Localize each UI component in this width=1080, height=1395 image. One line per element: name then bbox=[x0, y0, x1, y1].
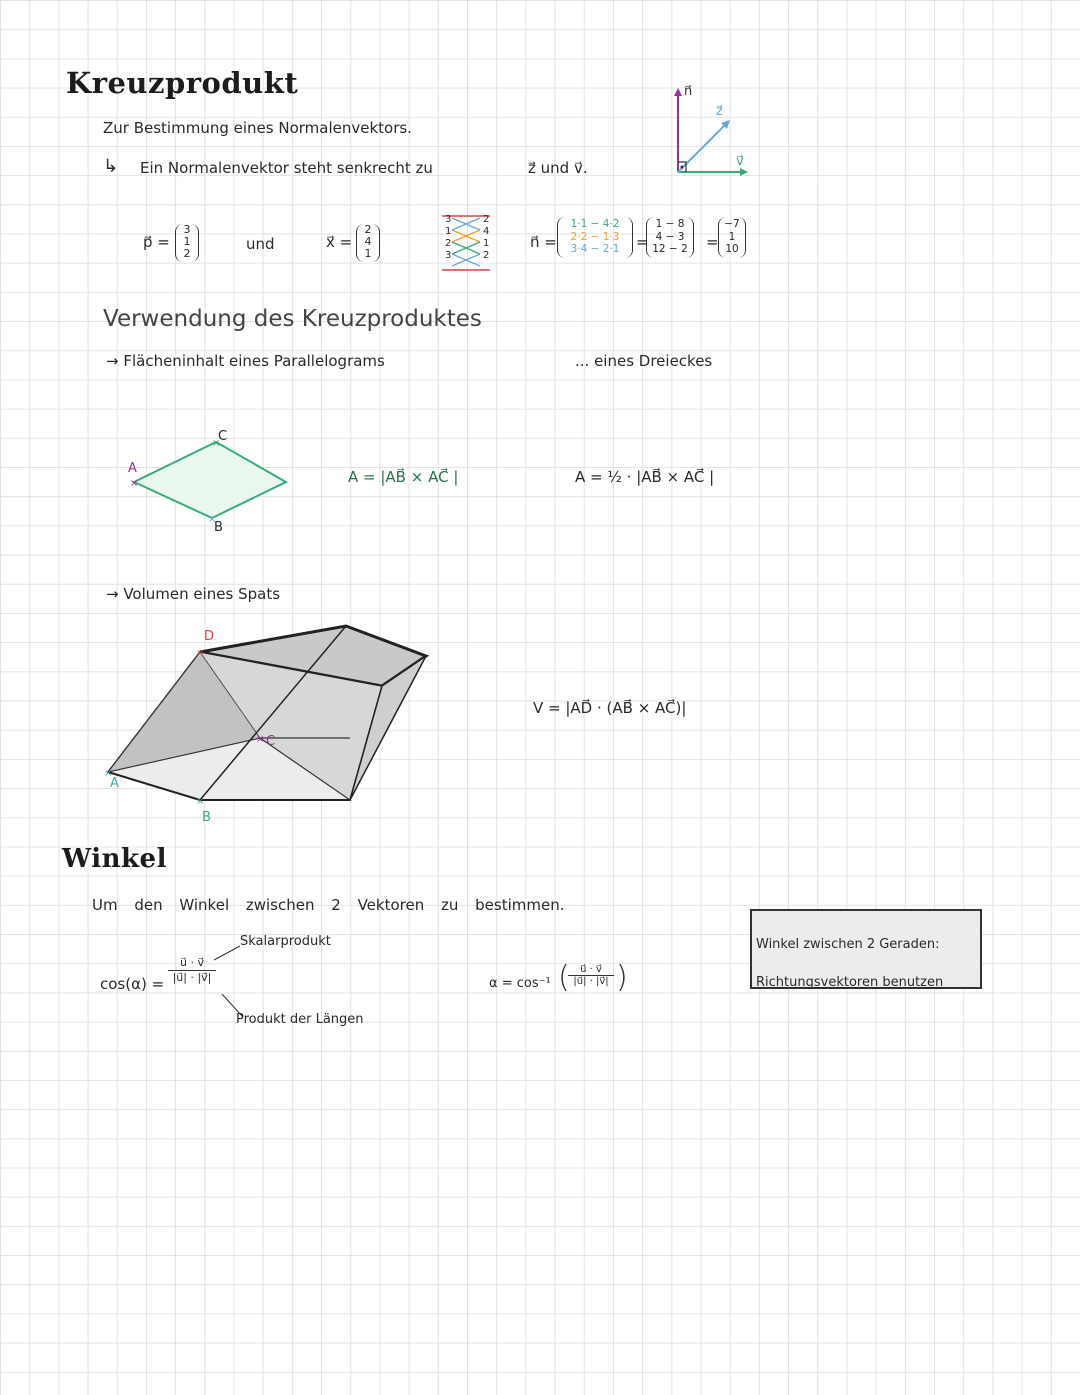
und-label: und bbox=[246, 235, 275, 253]
x-vector-y: 4 bbox=[364, 235, 372, 248]
paren-open: ( bbox=[558, 960, 570, 995]
n-vector-expanded bbox=[557, 217, 633, 258]
laengen-label: Produkt der Längen bbox=[236, 1012, 364, 1027]
p-vector-y: 1 bbox=[183, 235, 191, 248]
kreuzprodukt-line2: Ein Normalenvektor steht senkrecht zu bbox=[140, 159, 433, 177]
return-arrow-icon: ↳ bbox=[103, 156, 119, 177]
parallelogram-point-c: C bbox=[218, 429, 228, 444]
section-title-verwendung: Verwendung des Kreuzproduktes bbox=[103, 306, 482, 332]
n-result-3: 10 bbox=[725, 243, 739, 255]
spat-point-d: D bbox=[204, 629, 215, 644]
parallelogram-point-b: B bbox=[214, 520, 223, 535]
n-vector-simplified bbox=[646, 217, 694, 258]
p-vector-x: 3 bbox=[183, 223, 191, 236]
parallelogram-figure bbox=[120, 430, 300, 540]
cross-right-1: 2 bbox=[483, 214, 490, 225]
spat-point-b: B bbox=[202, 810, 211, 825]
alpha-numerator: u⃗ · v⃗ bbox=[568, 964, 614, 976]
svg-text:×: × bbox=[104, 768, 113, 779]
x-vector-label: x⃗ = bbox=[326, 233, 353, 251]
svg-text:×: × bbox=[130, 478, 139, 489]
cross-scheme-right bbox=[483, 214, 489, 262]
cross-right-3: 1 bbox=[483, 238, 490, 249]
cross-left-3: 2 bbox=[445, 238, 452, 249]
cross-scheme-left bbox=[445, 214, 451, 262]
alpha-formula-left: α = cos⁻¹ bbox=[489, 976, 551, 991]
sketch-label-z: z⃗ bbox=[716, 104, 723, 119]
section-title-kreuzprodukt: Kreuzprodukt bbox=[66, 66, 299, 100]
triangle-formula: A = ½ · |AB⃗ × AC⃗ | bbox=[575, 468, 715, 486]
kreuzprodukt-line1: Zur Bestimmung eines Normalenvektors. bbox=[103, 119, 412, 137]
triangle-label: ... eines Dreieckes bbox=[575, 352, 713, 370]
n-vector-result bbox=[718, 217, 746, 258]
note-box-line1: Winkel zwischen 2 Geraden: bbox=[756, 937, 940, 952]
alpha-fraction bbox=[568, 964, 614, 987]
sketch-label-v: v⃗ bbox=[736, 154, 744, 169]
paren-close: ) bbox=[616, 960, 628, 995]
equals-sign: = bbox=[636, 233, 649, 251]
n-result-2: 1 bbox=[728, 230, 736, 243]
kreuzprodukt-line2-vectors: z⃗ und v⃗. bbox=[528, 159, 588, 177]
p-vector-label: p⃗ = bbox=[143, 233, 170, 251]
cos-formula-left: cos(α) = bbox=[100, 975, 165, 993]
n-row-2: 2·2 − 1·3 bbox=[570, 230, 620, 243]
n-vector-label: n⃗ = bbox=[530, 233, 557, 251]
winkel-intro: Um den Winkel zwischen 2 Vektoren zu bestimmen. bbox=[92, 896, 565, 914]
cross-left-2: 1 bbox=[445, 226, 452, 237]
svg-text:×: × bbox=[196, 796, 205, 807]
n-mid-3: 12 − 2 bbox=[652, 243, 688, 255]
cross-right-4: 2 bbox=[483, 250, 490, 261]
parallelepiped-figure bbox=[100, 620, 440, 820]
cross-left-4: 3 bbox=[445, 250, 452, 261]
equals-sign: = bbox=[706, 233, 719, 251]
cross-left-1: 3 bbox=[445, 214, 452, 225]
svg-text:×: × bbox=[256, 734, 265, 745]
svg-text:×: × bbox=[208, 514, 217, 525]
svg-text:×: × bbox=[212, 438, 221, 449]
spat-point-a: A bbox=[110, 776, 119, 791]
note-box-line2: Richtungsvektoren benutzen bbox=[756, 975, 944, 990]
alpha-denominator: |u⃗| · |v⃗| bbox=[573, 976, 609, 987]
parallelogram-point-a: A bbox=[128, 461, 137, 476]
spat-point-c: C bbox=[266, 734, 276, 749]
p-vector bbox=[175, 224, 199, 262]
n-result-1: −7 bbox=[724, 218, 740, 230]
cross-right-2: 4 bbox=[483, 226, 490, 237]
n-row-3: 3·4 − 2·1 bbox=[570, 243, 620, 255]
x-vector-z: 1 bbox=[364, 247, 372, 260]
volume-label: → Volumen eines Spats bbox=[106, 585, 281, 603]
n-mid-1: 1 − 8 bbox=[655, 218, 685, 230]
volume-formula: V = |AD⃗ · (AB⃗ × AC⃗)| bbox=[533, 699, 687, 717]
x-vector-x: 2 bbox=[364, 223, 372, 236]
svg-text:×: × bbox=[196, 648, 205, 659]
cos-numerator: u⃗ · v⃗ bbox=[168, 956, 216, 971]
area-formula: A = |AB⃗ × AC⃗ | bbox=[348, 468, 459, 486]
note-box-geraden bbox=[750, 909, 982, 989]
p-vector-z: 2 bbox=[183, 247, 191, 260]
section-title-winkel: Winkel bbox=[62, 844, 167, 874]
sketch-label-n: n⃗ bbox=[684, 84, 693, 99]
cos-fraction bbox=[168, 956, 216, 984]
cos-denominator: |u⃗| · |v⃗| bbox=[172, 971, 212, 984]
n-row-1: 1·1 − 4·2 bbox=[570, 218, 620, 230]
n-mid-2: 4 − 3 bbox=[655, 230, 685, 243]
normal-vector-sketch bbox=[660, 82, 760, 182]
x-vector bbox=[356, 224, 380, 262]
skalar-label: Skalarprodukt bbox=[240, 934, 331, 949]
area-label: → Flächeninhalt eines Parallelograms bbox=[106, 352, 385, 370]
